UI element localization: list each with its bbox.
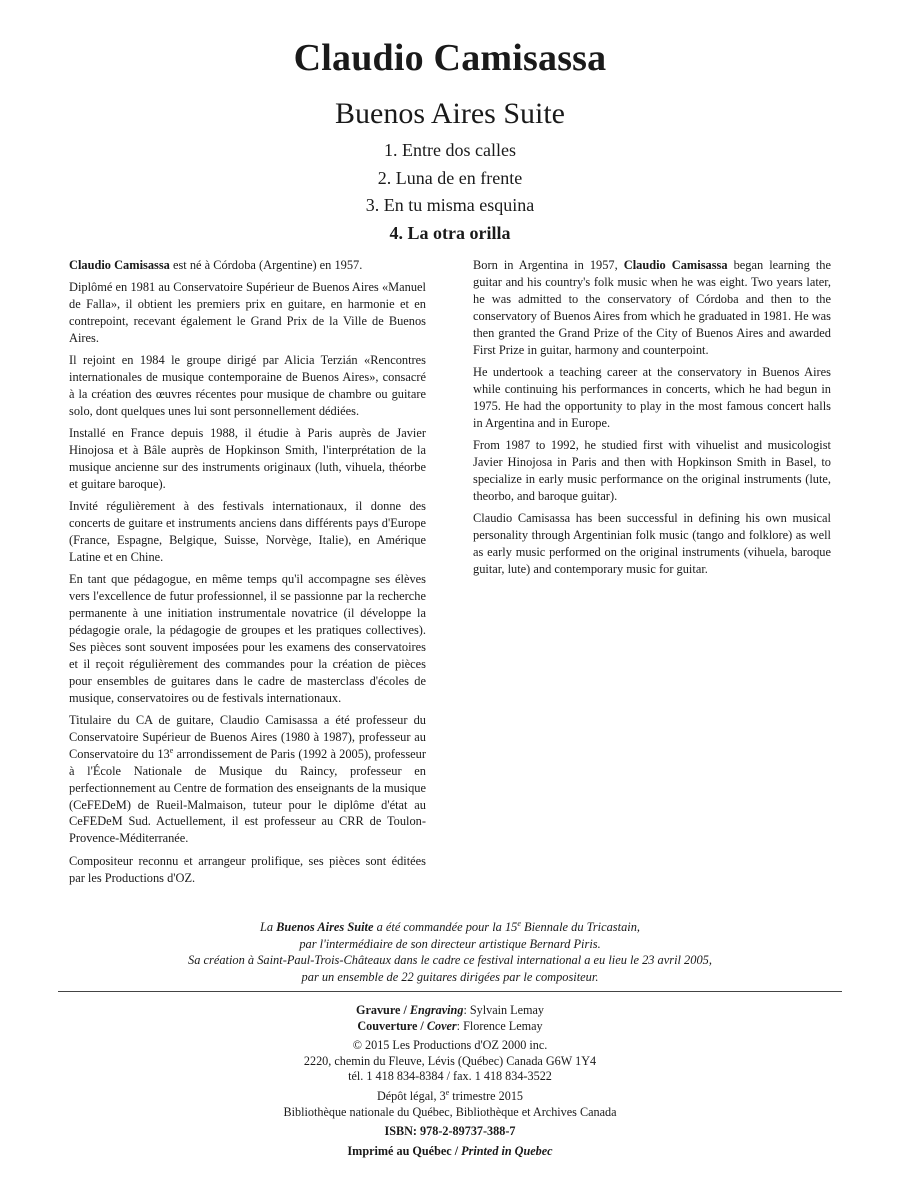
movement-item: 3. En tu misma esquina — [365, 195, 535, 216]
copyright-line: © 2015 Les Productions d'OZ 2000 inc. — [352, 1038, 548, 1053]
bio-paragraph: Claudio Camisassa has been successful in defining his own musical personality through Argentinian folk music (tango and folklore) as well as early music performed on the original instruments (vihuela, baroque guitar, lute) and contemporary music for guitar. — [473, 510, 831, 576]
commission-line: Sa création à Saint-Paul-Trois-Châteaux dans le cadre ce festival international a eu lieu le 23 avril 2005, — [188, 953, 712, 968]
bio-paragraph: He undertook a teaching career at the conservatory in Buenos Aires while continuing his performances in concerts, which he had begun in 1975. He had the opportunity to play in the most famous concert halls in Argentina and in Europe. — [473, 364, 831, 430]
commission-line: La Buenos Aires Suite a été commandée pour la 15e Biennale du Tricastain, — [259, 918, 641, 934]
commission-line: par l'intermédiaire de son directeur artistique Bernard Piris. — [299, 936, 601, 951]
movement-list — [0, 137, 900, 247]
isbn: ISBN: 978-2-89737-388-7 — [384, 1124, 516, 1139]
engraving-credit: Gravure / Engraving: Sylvain Lemay — [355, 1003, 544, 1017]
english-biography — [473, 257, 831, 583]
movement-item-current: 4. La otra orilla — [389, 222, 511, 243]
divider-rule — [58, 991, 842, 992]
bio-paragraph: Invité régulièrement à des festivals internationaux, il donne des concerts de guitare et instruments anciens dans différents pays d'Europe (France, Espagne, Belgique, Suisse, Norvège, Italie), en Amérique Latine et en Chine. — [69, 499, 426, 565]
french-biography — [69, 257, 426, 892]
bio-paragraph: Claudio Camisassa est né à Córdoba (Argentine) en 1957. — [69, 258, 363, 272]
legal-deposit: Dépôt légal, 3e trimestre 2015 — [376, 1087, 524, 1103]
bio-paragraph: Il rejoint en 1984 le groupe dirigé par Alicia Terzián «Rencontres internationales de musique contemporaine de Buenos Aires», consacré à la création des œuvres récentes pour musique de chambre ou guitare solo, dont quelques unes lui sont personnellement dédiées. — [69, 353, 426, 419]
commission-note — [0, 919, 900, 985]
library-line: Bibliothèque nationale du Québec, Bibliothèque et Archives Canada — [283, 1104, 617, 1119]
commission-line: par un ensemble de 22 guitares dirigées par le compositeur. — [301, 969, 599, 984]
movement-item: 2. Luna de en frente — [377, 167, 523, 188]
composer-name: Claudio Camisassa — [293, 37, 607, 79]
bio-paragraph: Diplômé en 1981 au Conservatoire Supérieur de Buenos Aires «Manuel de Falla», il obtient les premiers prix en guitare, en harmonie et en contrepoint, recevant également le Grand Prix de la Ville de Buenos Aires. — [69, 280, 426, 346]
work-title: Buenos Aires Suite — [276, 920, 374, 934]
bio-paragraph: Compositeur reconnu et arrangeur prolifique, ses pièces sont éditées par les Productions d'OZ. — [69, 853, 426, 885]
cover-credit: Couverture / Cover: Florence Lemay — [357, 1018, 543, 1033]
bio-paragraph: En tant que pédagogue, en même temps qu'il accompagne ses élèves vers l'excellence de futur professionnel, il se passionne par la recherche permanente à une initiation instrumentale novatrice (il développe la pédagogie orale, la pédagogie de groupes et les pratiques collectives). Ses pièces sont souvent imposées pour les examens des conservatoires et il reçoit régulièrement des commandes pour la création de pièces pour ensembles de guitares dans le cadre de masterclass d'écoles de musique, conservatoires ou de festivals internationaux. — [69, 572, 426, 705]
publisher-phone: tél. 1 418 834-8384 / fax. 1 418 834-3522 — [348, 1069, 552, 1084]
printed-in: Imprimé au Québec / Printed in Quebec — [347, 1143, 553, 1158]
publisher-address: 2220, chemin du Fleuve, Lévis (Québec) Canada G6W 1Y4 — [303, 1053, 597, 1068]
bio-paragraph: From 1987 to 1992, he studied first with vihuelist and musicologist Javier Hinojosa in Paris and then with Hopkinson Smith in Basel, to specialize in early music performance on the original instruments (lute, theorbo, and baroque guitar). — [473, 437, 831, 503]
publisher-credits — [0, 1003, 900, 1159]
bio-paragraph: Born in Argentina in 1957, Claudio Camisassa began learning the guitar and his country's folk music when he was eight. Two years later, he was admitted to the conservatory of Córdoba and then to the conservatory of Buenos Aires from which he graduated in 1981. He was then granted the Grand Prize of the City of Buenos Aires and awarded First Prize in guitar, harmony and counterpoint. — [473, 258, 831, 357]
bio-paragraph: Titulaire du CA de guitare, Claudio Camisassa a été professeur du Conservatoire Supérieur de Buenos Aires (1980 à 1987), professeur au Conservatoire du 13e arrondissement de Paris (1992 à 2005), professeur à l'École Nationale de Musique du Raincy, professeur en perfectionnement au Centre de formation des enseignants de la musique (CeFEDeM) de Rueil-Malmaison, tuteur pour le diplôme d'état au CeFEDeM Sud. Actuellement, il est professeur au CRR de Toulon-Provence-Méditerranée. — [69, 713, 426, 846]
movement-item: 1. Entre dos calles — [384, 140, 516, 160]
composer-name-bold: Claudio Camisassa — [623, 258, 728, 272]
composer-name-bold: Claudio Camisassa — [69, 258, 170, 272]
bio-paragraph: Installé en France depuis 1988, il étudie à Paris auprès de Javier Hinojosa et à Bâle auprès de Hopkinson Smith, l'interprétation de la musique ancienne sur des instruments originaux (luth, vihuela, théorbe et guitare baroque). — [69, 426, 426, 492]
suite-title: Buenos Aires Suite — [335, 97, 565, 130]
